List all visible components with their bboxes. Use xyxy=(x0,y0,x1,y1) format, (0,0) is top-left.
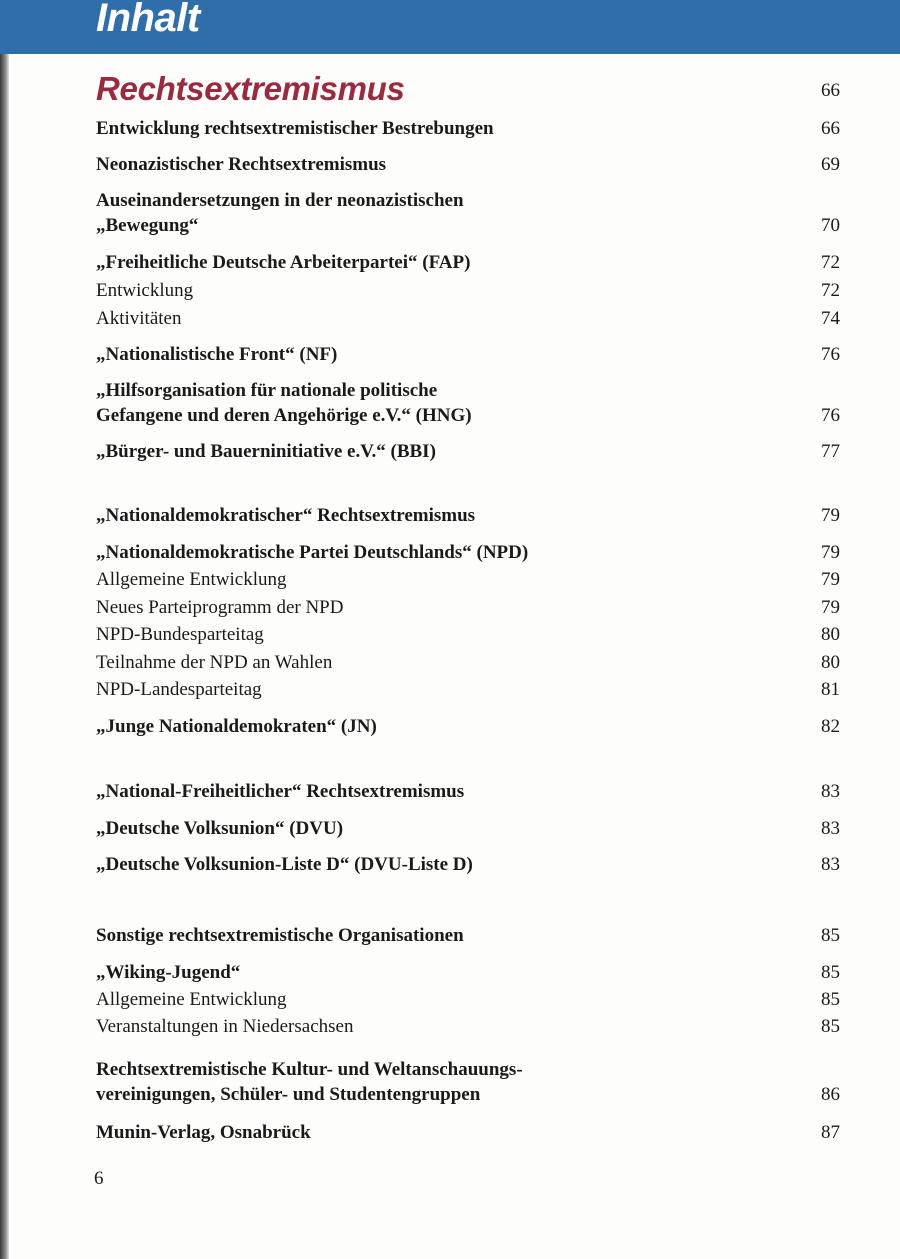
toc-entry xyxy=(96,278,840,303)
toc-entry xyxy=(96,816,840,841)
toc-entry xyxy=(96,677,840,702)
toc-entry xyxy=(96,1120,840,1145)
toc-entry-page: 70 xyxy=(821,215,840,236)
toc-entry-page: 81 xyxy=(821,679,840,700)
toc-entry-title: Aktivitäten xyxy=(96,308,182,329)
toc-entry-title: „Junge Nationaldemokraten“ (JN) xyxy=(96,716,377,737)
page-edge-shadow xyxy=(0,54,9,1259)
toc-entry xyxy=(96,250,840,275)
toc-entry-title: „Bürger- und Bauerninitiative e.V.“ (BBI) xyxy=(96,441,436,462)
toc-entry-title: „Wiking-Jugend“ xyxy=(96,962,241,983)
toc-entry-title: Neonazistischer Rechtsextremismus xyxy=(96,154,387,175)
toc-entry-title: Allgemeine Entwicklung xyxy=(96,569,287,590)
toc-entry-page: 80 xyxy=(821,624,840,645)
toc-entry-title: „Nationalistische Front“ (NF) xyxy=(96,344,338,365)
toc-entry-title: „Deutsche Volksunion“ (DVU) xyxy=(96,818,344,839)
toc-entry xyxy=(96,622,840,647)
toc-entry-title: Entwicklung xyxy=(96,280,194,301)
page-number: 6 xyxy=(94,1168,104,1189)
toc-entry-page: 82 xyxy=(821,716,840,737)
toc-entry-page: 76 xyxy=(821,405,840,426)
toc-entry xyxy=(96,852,840,877)
toc-entry xyxy=(96,779,840,804)
toc-entry xyxy=(96,1014,840,1039)
section-page-number: 66 xyxy=(821,80,840,101)
toc-entry xyxy=(96,1057,840,1107)
toc-entry-title: Veranstaltungen in Niedersachsen xyxy=(96,1016,354,1037)
toc-entry-page: 79 xyxy=(821,505,840,526)
toc-entry-page: 85 xyxy=(821,989,840,1010)
toc-entry xyxy=(96,152,840,177)
toc-entry-page: 83 xyxy=(821,854,840,875)
toc-entry xyxy=(96,116,840,141)
toc-entry xyxy=(96,650,840,675)
toc-entry-title: Teilnahme der NPD an Wahlen xyxy=(96,652,333,673)
toc-entry-page: 85 xyxy=(821,1016,840,1037)
toc-entry-title: „Deutsche Volksunion-Liste D“ (DVU-Liste D) xyxy=(96,854,473,875)
toc-entry xyxy=(96,342,840,367)
toc-entry-page: 74 xyxy=(821,308,840,329)
toc-entry xyxy=(96,595,840,620)
toc-entry xyxy=(96,960,840,985)
toc-entry-title: NPD-Bundesparteitag xyxy=(96,624,264,645)
toc-entry-title: „National-Freiheitlicher“ Rechtsextremismus xyxy=(96,781,465,802)
toc-entry-title: „Freiheitliche Deutsche Arbeiterpartei“ (FAP) xyxy=(96,252,471,273)
toc-entry xyxy=(96,540,840,565)
toc-entry xyxy=(96,503,840,528)
toc-entry-page: 83 xyxy=(821,781,840,802)
toc-entry xyxy=(96,987,840,1012)
toc-entry-page: 83 xyxy=(821,818,840,839)
section-title: Rechtsextremismus xyxy=(96,70,405,107)
toc-entry-title: NPD-Landesparteitag xyxy=(96,679,262,700)
toc-entry xyxy=(96,923,840,948)
toc-entry xyxy=(96,306,840,331)
toc-entry-page: 72 xyxy=(821,252,840,273)
toc-entry-page: 79 xyxy=(821,569,840,590)
toc-entry-page: 72 xyxy=(821,280,840,301)
toc-entry-page: 85 xyxy=(821,962,840,983)
toc-entry-page: 76 xyxy=(821,344,840,365)
toc-entry-title: Entwicklung rechtsextremistischer Bestrebungen xyxy=(96,118,494,139)
toc-entry-page: 85 xyxy=(821,925,840,946)
toc-entry-title: Sonstige rechtsextremistische Organisationen xyxy=(96,925,464,946)
toc-entry-page: 79 xyxy=(821,597,840,618)
toc-entry-title: Auseinandersetzungen in der neonazistischen „Bewegung“ xyxy=(96,190,464,236)
toc-entry-title: Allgemeine Entwicklung xyxy=(96,989,287,1010)
toc-entry-title: Munin-Verlag, Osnabrück xyxy=(96,1122,311,1143)
toc-entry xyxy=(96,714,840,739)
toc-entry-page: 80 xyxy=(821,652,840,673)
page-title: Inhalt xyxy=(96,0,200,40)
toc-entry xyxy=(96,188,840,238)
toc-entry-page: 69 xyxy=(821,154,840,175)
toc-entry xyxy=(96,439,840,464)
header-bar xyxy=(0,0,900,54)
toc-entry-page: 66 xyxy=(821,118,840,139)
toc-entry-page: 79 xyxy=(821,542,840,563)
toc-entry-page: 86 xyxy=(821,1084,840,1105)
toc-entry xyxy=(96,378,840,428)
toc-entry-title: „Nationaldemokratische Partei Deutschlands“ (NPD) xyxy=(96,542,529,563)
toc-entry-page: 77 xyxy=(821,441,840,462)
toc-entry-title: Rechtsextremistische Kultur- und Weltanschauungs- vereinigungen, Schüler- und Studentengruppen xyxy=(96,1059,523,1105)
toc-entry-page: 87 xyxy=(821,1122,840,1143)
toc-entry-title: „Nationaldemokratischer“ Rechtsextremismus xyxy=(96,505,476,526)
toc-entry xyxy=(96,567,840,592)
toc-entry-title: „Hilfsorganisation für nationale politische Gefangene und deren Angehörige e.V.“ (HNG) xyxy=(96,380,472,426)
toc-entry-title: Neues Parteiprogramm der NPD xyxy=(96,597,344,618)
